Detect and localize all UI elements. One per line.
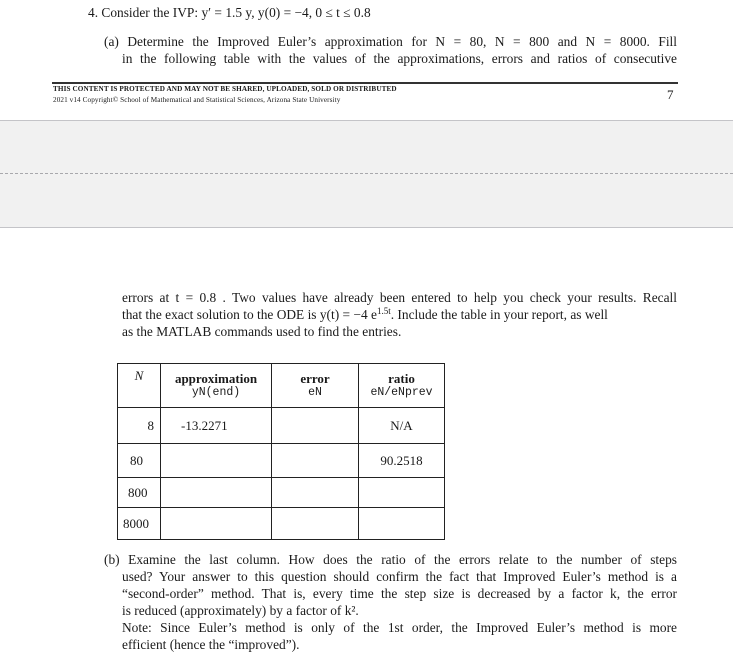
cell-n: 8	[118, 408, 161, 444]
exact-solution-text: that the exact solution to the ODE is y(t) = −4 e	[122, 307, 377, 322]
part-a-line-5: as the MATLAB commands used to find the entries.	[122, 324, 402, 339]
question-title: 4. Consider the IVP: y′ = 1.5 y, y(0) = −4, 0 ≤ t ≤ 0.8	[88, 5, 371, 20]
header-error	[272, 364, 359, 408]
part-a-line-2: in the following table with the values of the approximations, errors and ratios of consecutive	[122, 51, 677, 66]
header-approximation	[161, 364, 272, 408]
cell-error[interactable]	[272, 408, 359, 444]
part-a-line-1: (a) Determine the Improved Euler’s approximation for N = 80, N = 800 and N = 8000. Fill	[104, 34, 677, 49]
header-approximation-title: approximation	[174, 371, 258, 386]
table-row	[118, 478, 445, 508]
part-b-line-3: “second-order” method. That is, every time the step size is decreased by a factor k, the error	[122, 586, 677, 601]
exact-solution-exponent: 1.5t	[376, 306, 391, 316]
header-ratio	[359, 364, 445, 408]
part-b-note-line-1: Note: Since Euler’s method is only of the 1st order, the Improved Euler’s method is more	[122, 620, 677, 635]
header-approximation-sub: yN(end)	[191, 386, 241, 399]
part-b-note-line-2: efficient (hence the “improved”).	[122, 637, 300, 652]
part-a-line-4	[122, 307, 608, 322]
part-b-line-2: used? Your answer to this question should confirm the fact that Improved Euler’s method is a	[122, 569, 677, 584]
footer-notice: THIS CONTENT IS PROTECTED AND MAY NOT BE SHARED, UPLOADED, SOLD OR DISTRIBUTED	[53, 85, 397, 93]
header-ratio-sub: eN/eNprev	[370, 386, 433, 399]
page-gap	[0, 120, 733, 228]
table-row	[118, 408, 445, 444]
header-ratio-title: ratio	[388, 371, 415, 386]
cell-approximation[interactable]	[161, 478, 272, 508]
cell-error[interactable]	[272, 508, 359, 540]
table-row	[118, 508, 445, 540]
cell-error[interactable]	[272, 478, 359, 508]
cell-ratio[interactable]: N/A	[359, 408, 445, 444]
part-b-line-4: is reduced (approximately) by a factor of k².	[122, 603, 359, 618]
cell-ratio[interactable]	[359, 508, 445, 540]
results-table	[117, 363, 445, 540]
header-error-title: error	[300, 371, 330, 386]
cell-ratio[interactable]	[359, 478, 445, 508]
cell-n: 8000	[118, 508, 161, 540]
page-break-divider	[0, 173, 733, 174]
exact-solution-suffix: . Include the table in your report, as well	[390, 307, 608, 322]
part-a-line-3: errors at t = 0.8 . Two values have already been entered to help you check your results. Recall	[122, 290, 677, 305]
cell-approximation[interactable]	[161, 508, 272, 540]
table-header-row	[118, 364, 445, 408]
header-error-sub: eN	[308, 386, 322, 399]
cell-n: 800	[118, 478, 161, 508]
page-number: 7	[667, 87, 674, 102]
cell-ratio[interactable]: 90.2518	[359, 444, 445, 478]
footer-copyright: 2021 v14 Copyright© School of Mathematical and Statistical Sciences, Arizona State University	[53, 96, 341, 104]
cell-n: 80	[118, 444, 161, 478]
cell-approximation[interactable]: -13.2271	[161, 408, 272, 444]
cell-approximation[interactable]	[161, 444, 272, 478]
footer-rule	[52, 82, 678, 84]
table-row	[118, 444, 445, 478]
cell-error[interactable]	[272, 444, 359, 478]
header-n: N	[118, 364, 161, 408]
part-b-line-1: (b) Examine the last column. How does the ratio of the errors relate to the number of steps	[104, 552, 677, 567]
